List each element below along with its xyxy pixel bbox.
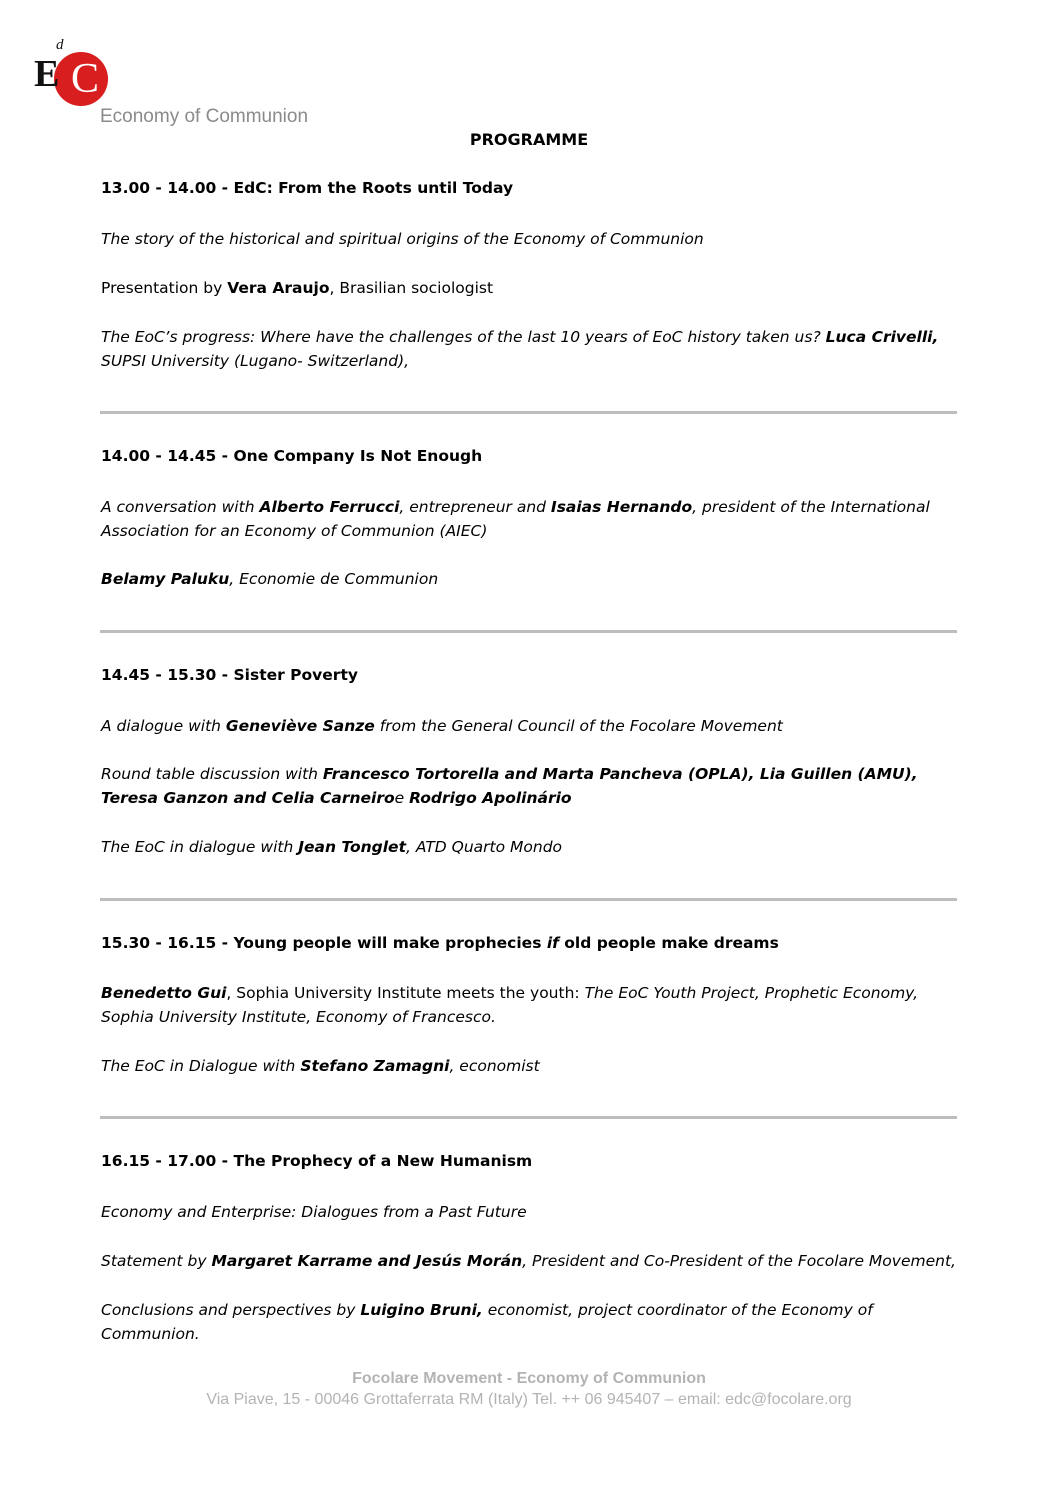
text: , Economie de Communion — [229, 570, 439, 588]
session-3-eoc-dialogue — [101, 835, 961, 859]
speaker-name: Luca Crivelli, — [825, 328, 939, 346]
section-divider — [100, 1116, 957, 1119]
speaker-names: Francesco Tortorella and Marta Pancheva (OPLA), Lia Guillen (AMU), Teresa Ganzon and Celia Carneiro — [101, 765, 918, 807]
logo-letter-e: E — [34, 53, 60, 95]
text: if — [546, 934, 559, 952]
session-1-presentation — [101, 276, 961, 300]
session-3-round-table — [101, 762, 961, 810]
speaker-names: Margaret Karrame and Jesús Morán — [211, 1252, 523, 1270]
session-5-statement — [101, 1249, 961, 1273]
brand-name: Economy of Communion — [100, 106, 309, 127]
session-2-speaker — [101, 567, 961, 591]
edc-logo-mark — [30, 34, 120, 114]
text: Conclusions and perspectives by — [101, 1301, 361, 1319]
text: e — [394, 789, 410, 807]
text: The EoC in Dialogue with — [101, 1057, 301, 1075]
speaker-name: Belamy Paluku — [101, 570, 230, 588]
speaker-name: Alberto Ferrucci — [259, 498, 400, 516]
text: The EoC Youth Project, Prophetic Economy, Sophia University Institute, Economy of Francesco. — [101, 984, 919, 1026]
session-4-sophia — [101, 981, 961, 1029]
text: , ATD Quarto Mondo — [405, 838, 563, 856]
section-divider — [100, 898, 957, 901]
session-5-heading: 16.15 - 17.00 - The Prophecy of a New Humanism — [101, 1152, 533, 1170]
text: , entrepreneur and — [399, 498, 551, 516]
text: 15.30 - 16.15 - Young people will make prophecies — [101, 934, 547, 952]
section-divider — [100, 411, 957, 414]
speaker-name: Geneviève Sanze — [225, 717, 375, 735]
text: Statement by — [101, 1252, 212, 1270]
session-1-heading: 13.00 - 14.00 - EdC: From the Roots until Today — [101, 179, 514, 197]
text: , president of the International Association for an Economy of Communion (AIEC) — [101, 498, 930, 540]
session-3-heading: 14.45 - 15.30 - Sister Poverty — [101, 666, 358, 684]
text: from the General Council of the Focolare Movement — [374, 717, 783, 735]
logo-letter-c: C — [70, 56, 100, 102]
text: Presentation by — [101, 279, 228, 297]
text: , economist — [449, 1057, 540, 1075]
text: The EoC in dialogue with — [101, 838, 299, 856]
speaker-name: Vera Araujo — [227, 279, 330, 297]
text: The EoC’s progress: Where have the challenges of the last 10 years of EoC history taken us? — [101, 328, 826, 346]
speaker-name: Isaias Hernando — [550, 498, 693, 516]
edc-logo — [30, 34, 360, 134]
footer-organization: Focolare Movement - Economy of Communion — [352, 1370, 706, 1387]
page-title: PROGRAMME — [469, 130, 589, 149]
text: , Sophia University Institute meets the youth: — [226, 984, 585, 1002]
session-2-conversation — [101, 495, 961, 543]
session-4-eoc-dialogue — [101, 1054, 961, 1078]
session-1-description: The story of the historical and spiritual origins of the Economy of Communion — [101, 230, 704, 248]
text: , President and Co-President of the Focolare Movement, — [522, 1252, 956, 1270]
footer-contact: Via Piave, 15 - 00046 Grottaferrata RM (Italy) Tel. ++ 06 945407 – email: edc@focolare.org — [206, 1391, 852, 1408]
section-divider — [100, 630, 957, 633]
speaker-name: Rodrigo Apolinário — [409, 789, 572, 807]
session-4-heading — [101, 934, 779, 952]
speaker-name: Luigino Bruni, — [360, 1301, 483, 1319]
text: , Brasilian sociologist — [329, 279, 494, 297]
logo-letter-d: d — [56, 37, 64, 53]
speaker-name: Stefano Zamagni — [300, 1057, 450, 1075]
text: Round table discussion with — [101, 765, 323, 783]
text: A dialogue with — [101, 717, 226, 735]
text: SUPSI University (Lugano- Switzerland), — [101, 352, 410, 370]
text: old people make dreams — [558, 934, 779, 952]
session-5-description: Economy and Enterprise: Dialogues from a Past Future — [101, 1203, 527, 1221]
speaker-name: Jean Tonglet — [298, 838, 406, 856]
text: A conversation with — [101, 498, 260, 516]
session-5-conclusions — [101, 1298, 961, 1346]
session-3-dialogue — [101, 714, 961, 738]
session-1-progress — [101, 325, 961, 373]
session-2-heading: 14.00 - 14.45 - One Company Is Not Enough — [101, 447, 483, 465]
speaker-name: Benedetto Gui — [101, 984, 227, 1002]
text: economist, project coordinator of the Economy of Communion. — [101, 1301, 873, 1343]
